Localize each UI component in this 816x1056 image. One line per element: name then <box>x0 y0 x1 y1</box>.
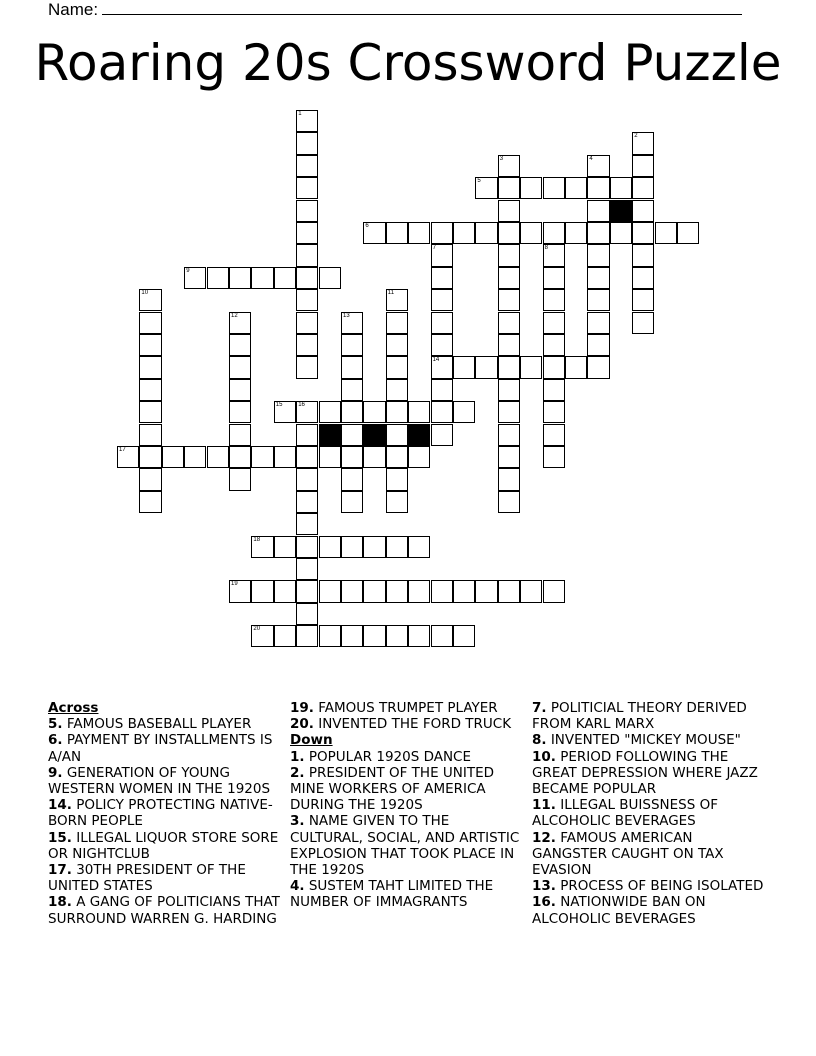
clue-text: PAYMENT BY INSTALLMENTS IS A/AN <box>48 732 273 765</box>
grid-cell[interactable] <box>431 267 453 289</box>
grid-cell[interactable] <box>139 491 161 513</box>
grid-cell[interactable] <box>341 625 363 647</box>
grid-cell[interactable] <box>363 625 385 647</box>
grid-cell[interactable] <box>543 446 565 468</box>
grid-cell[interactable] <box>386 356 408 378</box>
grid-cell[interactable] <box>139 379 161 401</box>
clue-item <box>532 894 768 926</box>
grid-cell[interactable] <box>453 222 475 244</box>
grid-cell[interactable] <box>408 401 430 423</box>
grid-cell[interactable] <box>251 580 273 602</box>
grid-cell[interactable] <box>587 334 609 356</box>
grid-cell[interactable] <box>543 222 565 244</box>
grid-cell[interactable] <box>431 379 453 401</box>
grid-cell[interactable] <box>498 244 520 266</box>
grid-cell[interactable] <box>296 625 318 647</box>
grid-cell[interactable] <box>229 424 251 446</box>
grid-cell[interactable] <box>386 446 408 468</box>
clue-item <box>290 700 526 716</box>
clue-column-1 <box>48 700 284 927</box>
grid-cell[interactable] <box>632 222 654 244</box>
clue-text: INVENTED THE FORD TRUCK <box>313 716 512 733</box>
grid-cell[interactable] <box>341 401 363 423</box>
grid-cell[interactable] <box>498 155 520 177</box>
clue-number: 7 <box>432 245 436 252</box>
clue-item <box>532 700 768 732</box>
grid-cell[interactable] <box>341 334 363 356</box>
grid-cell[interactable] <box>475 177 497 199</box>
grid-cell[interactable] <box>386 536 408 558</box>
clue-number-label: 10. <box>532 748 556 765</box>
grid-block <box>408 424 430 446</box>
grid-cell[interactable] <box>341 536 363 558</box>
down-clue-list <box>290 749 526 911</box>
grid-cell[interactable] <box>431 312 453 334</box>
clue-number: 16 <box>298 402 305 409</box>
grid-cell[interactable] <box>341 446 363 468</box>
grid-cell[interactable] <box>341 468 363 490</box>
grid-cell[interactable] <box>296 558 318 580</box>
clue-item <box>290 749 526 765</box>
grid-cell[interactable] <box>498 312 520 334</box>
grid-cell[interactable] <box>453 625 475 647</box>
clue-text: A GANG OF POLITICIANS THAT SURROUND WARREN G. HARDING <box>48 894 280 927</box>
clue-item <box>48 894 284 926</box>
grid-cell[interactable] <box>520 580 542 602</box>
grid-cell[interactable] <box>184 267 206 289</box>
grid-cell[interactable] <box>475 580 497 602</box>
grid-cell[interactable] <box>386 625 408 647</box>
clue-number: 6 <box>365 223 369 229</box>
clue-number-label: 18. <box>48 894 72 911</box>
clue-number-label: 12. <box>532 829 556 846</box>
clue-text: FAMOUS AMERICAN GANGSTER CAUGHT ON TAX EVASION <box>532 829 724 879</box>
grid-cell[interactable] <box>319 625 341 647</box>
clue-number-label: 16. <box>532 894 556 911</box>
grid-cell[interactable] <box>431 244 453 266</box>
grid-cell[interactable] <box>543 356 565 378</box>
grid-cell[interactable] <box>229 356 251 378</box>
grid-cell[interactable] <box>274 446 296 468</box>
clue-number: 18 <box>253 536 261 543</box>
grid-cell[interactable] <box>587 312 609 334</box>
grid-cell[interactable] <box>431 334 453 356</box>
grid-cell[interactable] <box>565 356 587 378</box>
grid-cell[interactable] <box>341 379 363 401</box>
grid-cell[interactable] <box>587 267 609 289</box>
clue-item <box>48 862 284 894</box>
clue-number-label: 2. <box>290 764 305 781</box>
grid-cell[interactable] <box>543 424 565 446</box>
grid-cell[interactable] <box>296 468 318 490</box>
grid-cell[interactable] <box>319 536 341 558</box>
grid-cell[interactable] <box>386 312 408 334</box>
grid-cell[interactable] <box>296 424 318 446</box>
grid-cell[interactable] <box>229 580 251 602</box>
clue-text: FAMOUS TRUMPET PLAYER <box>313 700 498 716</box>
grid-cell[interactable] <box>565 222 587 244</box>
clue-number-label: 8. <box>532 732 547 749</box>
grid-block <box>363 424 385 446</box>
grid-cell[interactable] <box>296 110 318 132</box>
clue-number-label: 13. <box>532 878 556 895</box>
clue-text: POLICY PROTECTING NATIVE-BORN PEOPLE <box>48 797 273 830</box>
clue-item <box>290 878 526 910</box>
clue-text: INVENTED "MICKEY MOUSE" <box>546 732 741 749</box>
grid-cell[interactable] <box>543 580 565 602</box>
grid-cell[interactable] <box>296 491 318 513</box>
clue-number: 17 <box>119 447 126 453</box>
grid-cell[interactable] <box>274 401 296 423</box>
grid-cell[interactable] <box>207 267 229 289</box>
clue-number-label: 4. <box>290 878 305 895</box>
clue-item <box>532 732 768 748</box>
clue-number: 10 <box>141 290 149 297</box>
grid-cell[interactable] <box>475 222 497 244</box>
grid-cell[interactable] <box>296 356 318 378</box>
clue-number: 2 <box>634 133 638 140</box>
clue-item <box>48 765 284 797</box>
grid-cell[interactable] <box>520 356 542 378</box>
grid-cell[interactable] <box>543 177 565 199</box>
grid-cell[interactable] <box>587 289 609 311</box>
grid-cell[interactable] <box>632 267 654 289</box>
clue-number-label: 3. <box>290 813 305 830</box>
clue-column-3 <box>532 700 768 927</box>
grid-cell[interactable] <box>139 356 161 378</box>
clue-text: FAMOUS BASEBALL PLAYER <box>62 716 252 733</box>
grid-cell[interactable] <box>520 177 542 199</box>
clue-item <box>48 732 284 764</box>
grid-cell[interactable] <box>319 446 341 468</box>
grid-cell[interactable] <box>632 244 654 266</box>
clue-text: POLITICIAL THEORY DERIVED FROM KARL MARX <box>532 700 747 733</box>
grid-cell[interactable] <box>117 446 139 468</box>
clue-item <box>532 749 768 798</box>
across-clue-list <box>48 716 284 927</box>
clue-text: GENERATION OF YOUNG WESTERN WOMEN IN THE 1920S <box>48 764 271 798</box>
grid-cell[interactable] <box>498 200 520 222</box>
grid-cell[interactable] <box>296 200 318 222</box>
grid-cell[interactable] <box>296 580 318 602</box>
grid-block <box>319 424 341 446</box>
grid-block <box>610 200 632 222</box>
grid-cell[interactable] <box>431 625 453 647</box>
grid-cell[interactable] <box>139 312 161 334</box>
grid-cell[interactable] <box>543 379 565 401</box>
grid-cell[interactable] <box>229 379 251 401</box>
grid-cell[interactable] <box>520 222 542 244</box>
grid-cell[interactable] <box>296 267 318 289</box>
grid-cell[interactable] <box>139 468 161 490</box>
grid-cell[interactable] <box>296 513 318 535</box>
grid-cell[interactable] <box>341 312 363 334</box>
grid-cell[interactable] <box>296 244 318 266</box>
grid-cell[interactable] <box>207 446 229 468</box>
grid-cell[interactable] <box>543 312 565 334</box>
grid-cell[interactable] <box>632 177 654 199</box>
clue-text: SUSTEM TAHT LIMITED THE NUMBER OF IMMAGRANTS <box>290 878 494 911</box>
grid-cell[interactable] <box>229 267 251 289</box>
grid-cell[interactable] <box>341 356 363 378</box>
grid-cell[interactable] <box>587 356 609 378</box>
grid-cell[interactable] <box>498 334 520 356</box>
grid-cell[interactable] <box>587 200 609 222</box>
clue-number-label: 15. <box>48 829 72 846</box>
grid-cell[interactable] <box>431 289 453 311</box>
grid-cell[interactable] <box>296 312 318 334</box>
grid-cell[interactable] <box>587 222 609 244</box>
grid-cell[interactable] <box>274 625 296 647</box>
clue-number-label: 11. <box>532 797 556 814</box>
grid-cell[interactable] <box>139 289 161 311</box>
clue-text: PERIOD FOLLOWING THE GREAT DEPRESSION WHERE JAZZ BECAME POPULAR <box>532 748 758 798</box>
grid-cell[interactable] <box>296 289 318 311</box>
grid-cell[interactable] <box>251 625 273 647</box>
grid-cell[interactable] <box>341 491 363 513</box>
grid-cell[interactable] <box>229 446 251 468</box>
clue-number-label: 20. <box>290 716 314 733</box>
grid-cell[interactable] <box>229 334 251 356</box>
grid-cell[interactable] <box>453 580 475 602</box>
grid-cell[interactable] <box>386 580 408 602</box>
grid-cell[interactable] <box>543 267 565 289</box>
grid-cell[interactable] <box>408 222 430 244</box>
grid-cell[interactable] <box>587 177 609 199</box>
grid-cell[interactable] <box>229 312 251 334</box>
clue-number: 19 <box>231 581 238 588</box>
grid-cell[interactable] <box>139 446 161 468</box>
grid-cell[interactable] <box>632 155 654 177</box>
grid-cell[interactable] <box>139 334 161 356</box>
clue-item <box>290 813 526 878</box>
grid-cell[interactable] <box>408 625 430 647</box>
clue-number: 3 <box>499 155 504 162</box>
clue-number-label: 1. <box>290 748 305 765</box>
grid-cell[interactable] <box>274 536 296 558</box>
grid-cell[interactable] <box>139 424 161 446</box>
grid-cell[interactable] <box>341 424 363 446</box>
grid-cell[interactable] <box>453 356 475 378</box>
clue-number: 13 <box>343 312 350 319</box>
clue-text: ILLEGAL LIQUOR STORE SORE OR NIGHTCLUB <box>48 829 279 862</box>
grid-cell[interactable] <box>229 401 251 423</box>
clue-number-label: 6. <box>48 732 63 749</box>
grid-cell[interactable] <box>296 536 318 558</box>
grid-cell[interactable] <box>386 491 408 513</box>
grid-cell[interactable] <box>543 401 565 423</box>
grid-cell[interactable] <box>431 424 453 446</box>
clue-column-2 <box>290 700 526 911</box>
grid-cell[interactable] <box>251 536 273 558</box>
grid-cell[interactable] <box>632 289 654 311</box>
clue-number: 14 <box>432 357 440 364</box>
grid-cell[interactable] <box>565 177 587 199</box>
clue-item <box>532 797 768 829</box>
grid-cell[interactable] <box>655 222 677 244</box>
grid-cell[interactable] <box>498 267 520 289</box>
clue-text: NATIONWIDE BAN ON ALCOHOLIC BEVERAGES <box>532 894 706 927</box>
grid-cell[interactable] <box>543 334 565 356</box>
clue-text: NAME GIVEN TO THE CULTURAL, SOCIAL, AND ARTISTIC EXPLOSION THAT TOOK PLACE IN THE 1920S <box>290 813 520 879</box>
clue-text: POPULAR 1920S DANCE <box>304 748 472 765</box>
grid-cell[interactable] <box>296 222 318 244</box>
clue-item <box>532 830 768 879</box>
grid-cell[interactable] <box>632 312 654 334</box>
grid-cell[interactable] <box>543 289 565 311</box>
grid-cell[interactable] <box>408 536 430 558</box>
clue-item <box>48 797 284 829</box>
across-heading: Across <box>48 700 99 716</box>
grid-cell[interactable] <box>139 401 161 423</box>
grid-cell[interactable] <box>363 222 385 244</box>
grid-cell[interactable] <box>498 491 520 513</box>
grid-cell[interactable] <box>610 177 632 199</box>
name-label: Name: <box>48 0 99 19</box>
grid-cell[interactable] <box>363 536 385 558</box>
grid-cell[interactable] <box>453 401 475 423</box>
grid-cell[interactable] <box>386 334 408 356</box>
grid-cell[interactable] <box>498 401 520 423</box>
grid-cell[interactable] <box>184 446 206 468</box>
grid-cell[interactable] <box>431 580 453 602</box>
grid-cell[interactable] <box>431 356 453 378</box>
clue-number-label: 17. <box>48 862 72 879</box>
grid-cell[interactable] <box>431 222 453 244</box>
page-title: Roaring 20s Crossword Puzzle <box>34 34 782 92</box>
grid-cell[interactable] <box>610 222 632 244</box>
clue-number: 1 <box>298 111 302 117</box>
clue-text: PRESIDENT OF THE UNITED MINE WORKERS OF AMERICA DURING THE 1920S <box>290 764 495 814</box>
grid-cell[interactable] <box>632 200 654 222</box>
clue-number-label: 7. <box>532 700 547 716</box>
grid-cell[interactable] <box>296 177 318 199</box>
grid-cell[interactable] <box>632 132 654 154</box>
grid-cell[interactable] <box>498 424 520 446</box>
grid-cell[interactable] <box>274 267 296 289</box>
grid-cell[interactable] <box>587 244 609 266</box>
grid-cell[interactable] <box>498 222 520 244</box>
grid-cell[interactable] <box>341 580 363 602</box>
grid-cell[interactable] <box>296 132 318 154</box>
grid-cell[interactable] <box>296 401 318 423</box>
grid-cell[interactable] <box>386 379 408 401</box>
grid-cell[interactable] <box>498 446 520 468</box>
clue-item <box>48 716 284 732</box>
grid-cell[interactable] <box>363 446 385 468</box>
clue-number: 5 <box>477 178 481 185</box>
clue-number: 11 <box>387 290 395 297</box>
grid-cell[interactable] <box>296 446 318 468</box>
clue-text: ILLEGAL BUISSNESS OF ALCOHOLIC BEVERAGES <box>532 797 718 830</box>
clue-text: PROCESS OF BEING ISOLATED <box>555 878 764 895</box>
grid-cell[interactable] <box>274 580 296 602</box>
grid-cell[interactable] <box>498 379 520 401</box>
clue-item <box>290 716 526 732</box>
grid-cell[interactable] <box>408 580 430 602</box>
clue-number-label: 5. <box>48 716 63 733</box>
grid-cell[interactable] <box>498 468 520 490</box>
clue-text: 30TH PRESIDENT OF THE UNITED STATES <box>48 862 246 895</box>
clue-number: 9 <box>186 267 190 274</box>
grid-cell[interactable] <box>363 580 385 602</box>
grid-cell[interactable] <box>498 580 520 602</box>
grid-cell[interactable] <box>162 446 184 468</box>
grid-cell[interactable] <box>543 244 565 266</box>
clue-item <box>290 765 526 814</box>
grid-cell[interactable] <box>587 155 609 177</box>
grid-cell[interactable] <box>386 468 408 490</box>
grid-cell[interactable] <box>386 222 408 244</box>
grid-cell[interactable] <box>363 401 385 423</box>
clue-number: 15 <box>275 402 283 409</box>
grid-cell[interactable] <box>498 289 520 311</box>
clue-number-label: 14. <box>48 797 72 814</box>
grid-cell[interactable] <box>677 222 699 244</box>
clue-item <box>532 878 768 894</box>
grid-cell[interactable] <box>386 289 408 311</box>
grid-cell[interactable] <box>296 334 318 356</box>
clue-number-label: 9. <box>48 764 63 781</box>
grid-cell[interactable] <box>408 446 430 468</box>
grid-cell[interactable] <box>319 580 341 602</box>
grid-cell[interactable] <box>386 424 408 446</box>
grid-cell[interactable] <box>251 267 273 289</box>
down-heading: Down <box>290 732 333 749</box>
grid-cell[interactable] <box>319 401 341 423</box>
grid-cell[interactable] <box>431 401 453 423</box>
clue-item <box>48 830 284 862</box>
grid-cell[interactable] <box>229 468 251 490</box>
down-clue-list-continued <box>532 700 768 927</box>
clue-number-label: 19. <box>290 700 314 716</box>
grid-cell[interactable] <box>296 603 318 625</box>
clue-number: 20 <box>253 626 261 633</box>
grid-cell[interactable] <box>475 356 497 378</box>
grid-cell[interactable] <box>386 401 408 423</box>
grid-cell[interactable] <box>498 177 520 199</box>
grid-cell[interactable] <box>319 267 341 289</box>
clue-number: 8 <box>544 245 548 252</box>
across-clue-list-continued <box>290 700 526 732</box>
clue-number: 4 <box>589 155 593 162</box>
grid-cell[interactable] <box>296 155 318 177</box>
clue-number: 12 <box>231 312 238 319</box>
grid-cell[interactable] <box>498 356 520 378</box>
grid-cell[interactable] <box>251 446 273 468</box>
